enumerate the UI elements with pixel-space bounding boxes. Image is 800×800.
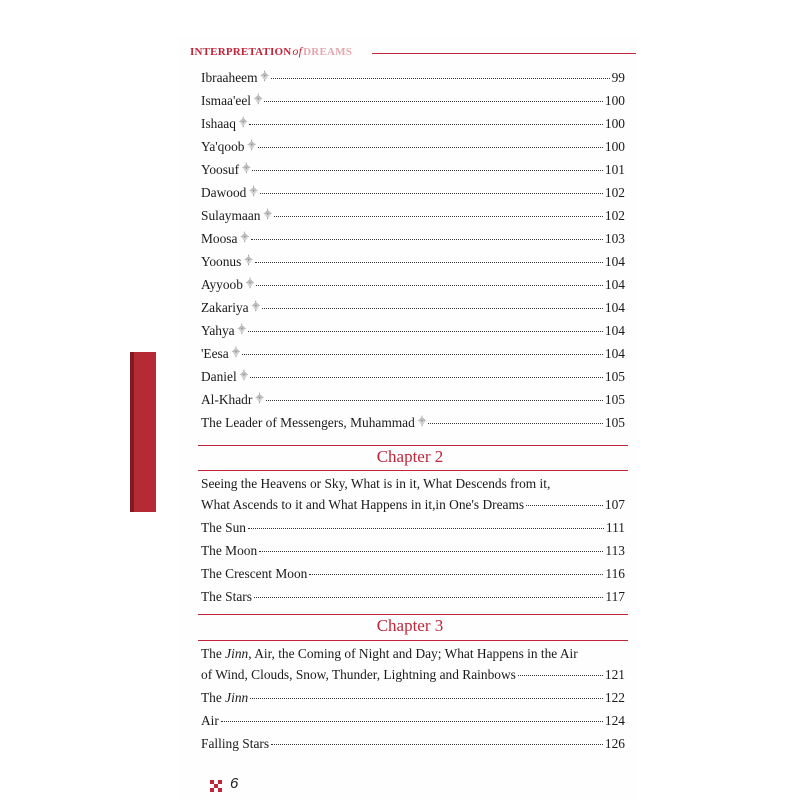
chapter3-rule-bottom (198, 640, 628, 641)
toc-entry-label-text: Air (201, 713, 219, 728)
toc-entry[interactable] (201, 139, 625, 161)
page-number: 100 (604, 139, 625, 154)
toc-entry-label-text: Sulaymaan (201, 208, 261, 223)
chapter3-title: Chapter 3 (376, 616, 444, 635)
chapter2-intro-line1: Seeing the Heavens or Sky, What is in it, What Descends from it, (201, 476, 551, 491)
toc-entry[interactable] (201, 208, 625, 230)
toc-entry[interactable] (201, 392, 625, 414)
toc-entry-label (201, 369, 248, 385)
toc-entry-label-text: Ya'qoob (201, 139, 245, 154)
leader-dots (221, 721, 603, 722)
toc-entry[interactable] (201, 185, 625, 207)
honorific-glyph-icon: ⸎ (249, 187, 258, 196)
toc-entry-label-italic: Jinn (225, 690, 249, 705)
page-number: 100 (604, 93, 625, 108)
chapter3-intro-line2: of Wind, Clouds, Snow, Thunder, Lightning and Rainbows (201, 667, 516, 682)
chapter3-rule-top (198, 614, 628, 615)
toc-entry[interactable] (201, 369, 625, 391)
honorific-glyph-icon: ⸎ (263, 210, 272, 219)
toc-entry-label-text: Dawood (201, 185, 247, 200)
honorific-glyph-icon: ⸎ (242, 164, 251, 173)
toc-entry-label (201, 185, 258, 201)
chapter3-intro-entry[interactable] (201, 667, 625, 689)
toc-entry[interactable] (201, 713, 625, 735)
toc-entry[interactable] (201, 93, 625, 115)
header-title-part1: INTERPRETATION (190, 46, 292, 58)
leader-dots (260, 193, 603, 194)
page-number: 107 (604, 497, 625, 512)
toc-entry-label (201, 300, 260, 316)
leader-dots (250, 698, 603, 699)
leader-dots (271, 744, 603, 745)
honorific-glyph-icon: ⸎ (254, 95, 263, 104)
leader-dots (256, 285, 603, 286)
toc-entry-label (201, 277, 254, 293)
toc-entry[interactable] (201, 690, 625, 712)
leader-dots (251, 239, 603, 240)
toc-entry-label-text: Ismaa'eel (201, 93, 251, 108)
page-number: 102 (604, 208, 625, 223)
page-number: 111 (605, 520, 625, 535)
toc-entry-label-text: Zakariya (201, 300, 249, 315)
toc-entry[interactable] (201, 162, 625, 184)
toc-entry-label (201, 543, 257, 559)
toc-entry-label (201, 520, 246, 536)
leader-dots (428, 423, 603, 424)
toc-entry-label (201, 392, 264, 408)
toc-entry[interactable] (201, 254, 625, 276)
page-number: 102 (604, 185, 625, 200)
page-number: 105 (604, 415, 625, 430)
chapter2-intro-line2: What Ascends to it and What Happens in it,in One's Dreams (201, 497, 525, 512)
page-number: 124 (604, 713, 625, 728)
chapter3-intro-line1-a: The (201, 646, 226, 661)
toc-entry-label-text: Moosa (201, 231, 238, 246)
toc-entry-label-text: Ibraaheem (201, 70, 258, 85)
toc-entry-label-text: 'Eesa (201, 346, 229, 361)
toc-entry-label (201, 323, 246, 339)
toc-entry-label (201, 139, 256, 155)
honorific-glyph-icon: ⸎ (237, 325, 246, 334)
page-number: 104 (604, 346, 625, 361)
footer-ornament-icon (210, 780, 222, 792)
toc-entry[interactable] (201, 589, 625, 611)
toc-entry-label (201, 589, 252, 605)
page-number: 99 (611, 70, 625, 85)
toc-entry-label (201, 162, 250, 178)
page-number: 105 (604, 369, 625, 384)
leader-dots (258, 147, 603, 148)
toc-entry-label (201, 254, 253, 270)
book-spine-decoration (130, 352, 156, 512)
leader-dots (254, 597, 603, 598)
leader-dots (255, 262, 603, 263)
honorific-glyph-icon: ⸎ (260, 72, 269, 81)
leader-dots (262, 308, 603, 309)
honorific-glyph-icon: ⸎ (239, 371, 249, 380)
honorific-glyph-icon: ⸎ (244, 256, 253, 265)
toc-entry-label (201, 566, 307, 582)
leader-dots (526, 505, 603, 506)
chapter2-intro-entry[interactable] (201, 497, 625, 519)
toc-entry-label-text: Falling Stars (201, 736, 270, 751)
leader-dots (264, 101, 603, 102)
honorific-glyph-icon: ⸎ (255, 394, 264, 403)
toc-entry[interactable] (201, 543, 625, 565)
page-number: 122 (604, 690, 625, 705)
toc-entry[interactable] (201, 300, 625, 322)
page-number: 126 (604, 736, 625, 751)
toc-entry[interactable] (201, 277, 625, 299)
toc-entry-label-text: Ishaaq (201, 116, 236, 131)
toc-entry[interactable] (201, 70, 625, 92)
toc-entry-label (201, 70, 269, 86)
toc-entry-label-text: Ayyoob (201, 277, 243, 292)
header-title-part2: of (292, 44, 303, 58)
toc-entry-label-text: Al-Khadr (201, 392, 253, 407)
leader-dots (274, 216, 603, 217)
honorific-glyph-icon: ⸎ (417, 417, 427, 426)
honorific-glyph-icon: ⸎ (247, 141, 256, 150)
honorific-glyph-icon: ⸎ (251, 302, 260, 311)
leader-dots (518, 675, 603, 676)
page-number: 101 (604, 162, 625, 177)
toc-entry[interactable] (201, 736, 625, 758)
leader-dots (249, 124, 603, 125)
page-number: 105 (604, 392, 625, 407)
toc-entry[interactable] (201, 520, 625, 542)
page-number: 116 (605, 566, 625, 581)
toc-entry-label (201, 713, 219, 729)
toc-entry[interactable] (201, 231, 625, 253)
page-number: 113 (605, 543, 625, 558)
page-number: 104 (604, 300, 625, 315)
toc-entry[interactable] (201, 116, 625, 138)
header-rule (372, 53, 636, 54)
toc-entry-label-text: The Sun (201, 520, 247, 535)
leader-dots (242, 354, 603, 355)
honorific-glyph-icon: ⸎ (240, 233, 249, 242)
page-number: 103 (604, 231, 625, 246)
toc-entry-label (201, 116, 247, 132)
page-number: 100 (604, 116, 625, 131)
chapter3-intro-line1-em: Jinn (225, 646, 249, 661)
toc-entry-label (201, 415, 426, 431)
leader-dots (309, 574, 603, 575)
header-title-part3: DREAMS (303, 46, 353, 58)
leader-dots (248, 331, 603, 332)
page-number-footer: 6 (230, 775, 239, 792)
leader-dots (252, 170, 602, 171)
toc-entry-label-text: The Stars (201, 589, 252, 604)
page-number: 121 (604, 667, 625, 682)
leader-dots (250, 377, 603, 378)
chapter3-intro-line1 (201, 646, 578, 662)
chapter2-rule-bottom (198, 470, 628, 471)
chapter2-rule-top (198, 445, 628, 446)
leader-dots (248, 528, 604, 529)
toc-entry-label-text: Yoonus (201, 254, 242, 269)
chapter2-title: Chapter 2 (376, 447, 444, 466)
toc-entry-label-text: Yahya (201, 323, 235, 338)
toc-entry-label-text: Yoosuf (201, 162, 240, 177)
toc-entry[interactable] (201, 415, 625, 437)
toc-entry-label (201, 93, 262, 109)
running-header (190, 44, 640, 58)
toc-entry-label-text: The Leader of Messengers, Muhammad (201, 415, 415, 430)
page-number: 104 (604, 277, 625, 292)
honorific-glyph-icon: ⸎ (231, 348, 241, 357)
page-number: 104 (604, 323, 625, 338)
toc-entry-label-text: Daniel (201, 369, 237, 384)
toc-entry-label (201, 690, 248, 706)
leader-dots (271, 78, 610, 79)
chapter3-intro-line1-b: , Air, the Coming of Night and Day; What Happens in the Air (248, 646, 578, 661)
page-number: 104 (604, 254, 625, 269)
honorific-glyph-icon: ⸎ (238, 118, 248, 127)
toc-entry-label-text: The (201, 690, 226, 705)
toc-entry-label (201, 346, 240, 362)
toc-entry[interactable] (201, 346, 625, 368)
toc-entry[interactable] (201, 323, 625, 345)
honorific-glyph-icon: ⸎ (245, 279, 255, 288)
toc-entry-label (201, 736, 269, 752)
toc-entry-label (201, 231, 249, 247)
toc-entry-label-text: The Moon (201, 543, 258, 558)
toc-entry-label-text: The Crescent Moon (201, 566, 308, 581)
page-number: 117 (605, 589, 625, 604)
leader-dots (266, 400, 603, 401)
leader-dots (259, 551, 603, 552)
toc-entry-label (201, 208, 272, 224)
toc-entry[interactable] (201, 566, 625, 588)
